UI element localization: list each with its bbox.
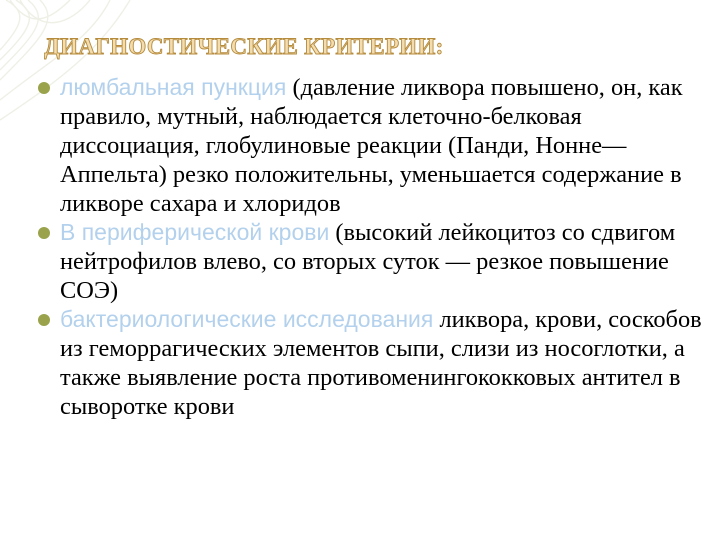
- item-text: ликвора, крови, соскобов из геморрагических элементов сыпи, слизи из носоглотки, а также выявление роста противоменингококковых антител в сыворотке крови: [60, 306, 702, 420]
- criteria-list: [10, 73, 716, 421]
- item-text: (высокий лейкоцитоз со сдвигом нейтрофилов влево, со вторых суток — резкое повышение СОЭ): [60, 219, 676, 304]
- title-outline-text: [44, 30, 544, 64]
- bullet-circle-icon: [38, 314, 50, 326]
- item-text: (давление ликвора повышено, он, как правило, мутный, наблюдается клеточно-белковая диссоциация, глобулиновые реакции (Панди, Нонне— Аппельта) резко положительны, уменьшается содержание в ликворе сахара и хлоридов: [60, 74, 683, 217]
- svg-text:ДИАГНОСТИЧЕСКИЕ КРИТЕРИИ:: ДИАГНОСТИЧЕСКИЕ КРИТЕРИИ:: [44, 34, 444, 59]
- highlight-term: люмбальная пункция: [60, 74, 287, 100]
- highlight-term: бактериологические исследования: [60, 306, 434, 332]
- bullet-circle-icon: [38, 82, 50, 94]
- list-item-peripheral-blood: [10, 218, 716, 305]
- bullet-circle-icon: [38, 227, 50, 239]
- slide-title: [44, 30, 544, 70]
- list-item-bacteriology: [10, 305, 716, 421]
- highlight-term: В периферической крови: [60, 219, 330, 245]
- list-item-lumbar-puncture: [10, 73, 716, 218]
